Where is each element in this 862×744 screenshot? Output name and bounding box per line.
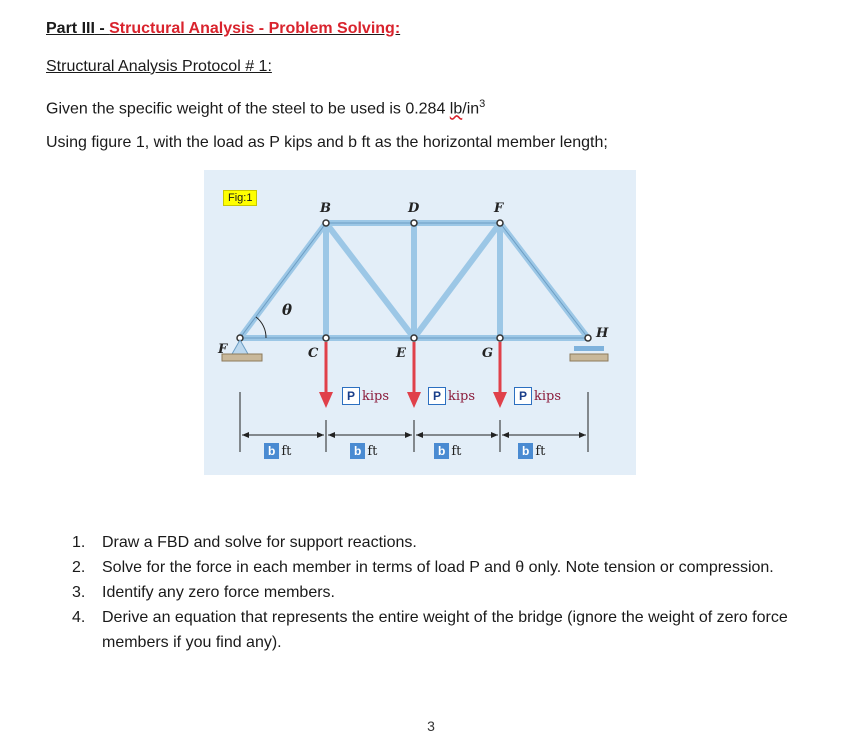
unit-lb: lb [449,100,463,118]
load-value: P [342,387,360,405]
task-number: 3. [72,584,86,601]
load-arrowhead-E [407,392,421,408]
span-value: b [264,443,279,459]
list-item [72,605,812,655]
page-number: 3 [427,718,435,734]
task-text: Draw a FBD and solve for support reactions. [102,534,417,551]
joint-H [585,335,591,341]
span-value: b [518,443,533,459]
list-item [72,555,812,580]
truss-diagram [204,170,636,475]
point-label-B: B [320,201,331,216]
span-value: b [350,443,365,459]
unit-exponent: 3 [479,98,486,110]
load-unit: kips [362,388,390,404]
pin-support-icon [222,340,262,361]
member-BE [326,223,414,338]
task-list [72,530,812,655]
list-item [72,580,812,605]
load-value: P [514,387,532,405]
point-label-F-left: F [218,342,228,357]
span-unit: ft [281,443,292,459]
using-statement: Using figure 1, with the load as P kips and b ft as the horizontal member length; [46,134,608,151]
span-label-3 [434,443,461,459]
truss-members [240,223,588,338]
joint-F [497,220,503,226]
load-arrowhead-G [493,392,507,408]
given-text: Given the specific weight of the steel to be used is 0.284 [46,100,450,118]
load-arrowhead-C [319,392,333,408]
point-label-F-top: F [494,201,504,216]
point-label-D: D [408,201,420,216]
joint-D [411,220,417,226]
joint-G [497,335,503,341]
span-value: b [434,443,449,459]
theta-label: θ [282,301,293,319]
point-label-G: G [482,346,494,361]
task-number: 4. [72,609,86,626]
load-label-G [514,387,561,405]
task-text: Identify any zero force members. [102,584,335,601]
figure-label: Fig:1 [223,190,257,206]
list-item [72,530,812,555]
task-number: 1. [72,534,86,551]
point-label-E: E [396,346,406,361]
roller-support-icon [570,346,608,361]
member-EF [414,223,500,338]
load-label-E [428,387,475,405]
part-heading [46,20,400,38]
truss-figure [204,170,636,475]
joint-C [323,335,329,341]
theta-arc-icon [256,317,266,338]
joint-E [411,335,417,341]
task-text: Derive an equation that represents the entire weight of the bridge (ignore the weight of zero force members if you find any). [102,609,788,651]
load-unit: kips [534,388,562,404]
span-unit: ft [535,443,546,459]
task-number: 2. [72,559,86,576]
heading-separator: - [94,20,110,37]
unit-per-in: /in [462,100,480,118]
joint-B [323,220,329,226]
point-label-H: H [596,326,609,341]
span-label-2 [350,443,377,459]
point-label-C: C [308,346,319,361]
span-label-4 [518,443,545,459]
span-unit: ft [451,443,462,459]
part-label: Part III [46,20,95,37]
span-unit: ft [367,443,378,459]
load-unit: kips [448,388,476,404]
task-text: Solve for the force in each member in terms of load P and θ only. Note tension or compression. [102,559,774,576]
load-value: P [428,387,446,405]
span-label-1 [264,443,291,459]
protocol-title: Structural Analysis Protocol # 1: [46,58,272,75]
part-topic: Structural Analysis - Problem Solving: [109,20,401,37]
given-statement [46,98,485,118]
load-label-C [342,387,389,405]
